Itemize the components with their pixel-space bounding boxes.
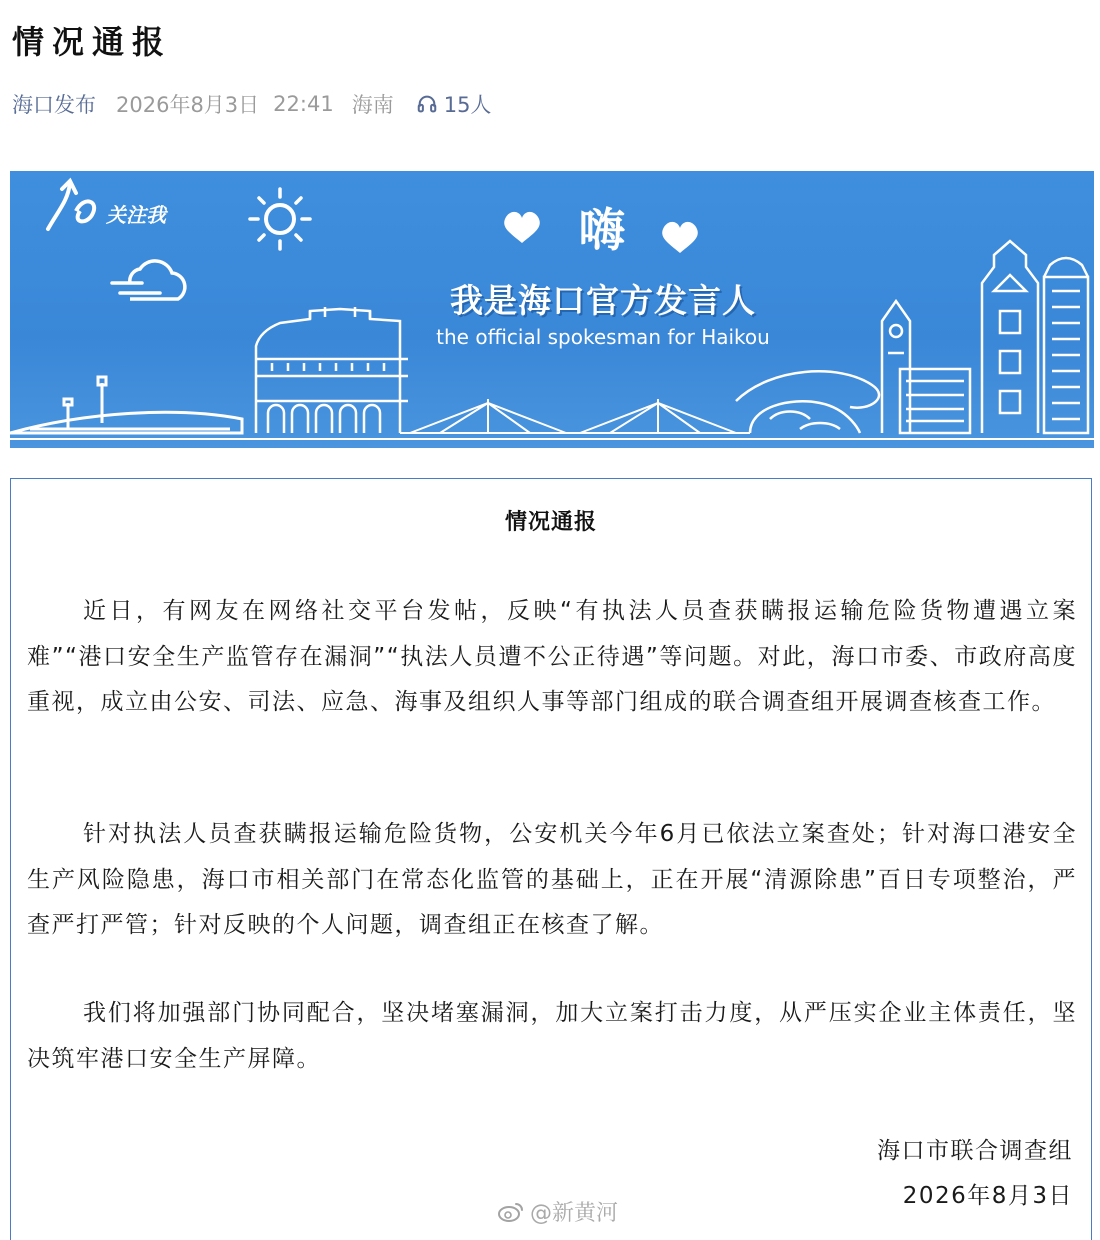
notice-box [10, 478, 1092, 1240]
banner-slogan-cn: 我是海口官方发言人 [450, 281, 756, 320]
follow-me-label: 关注我 [106, 203, 166, 227]
notice-heading: 情况通报 [504, 510, 597, 535]
greeting-label: 嗨 [579, 203, 625, 257]
notice-paragraph: 针对执法人员查获瞒报运输危险货物，公安机关今年6月已依法立案查处；针对海口港安全生产风险隐患，海口市相关部门在常态化监管的基础上，正在开展“清源除患”百日专项整治，严查严打严管；针对反映的个人问题，调查组正在核查了解。 [27, 821, 1077, 938]
banner-slogan-en: the official spokesman for Haikou [436, 325, 770, 349]
article-meta [12, 88, 491, 120]
signature-date: 2026年8月3日 [902, 1183, 1073, 1209]
banner-image [10, 171, 1094, 448]
weibo-icon [498, 1201, 524, 1223]
headphones-icon [416, 93, 438, 115]
signature-org: 海口市联合调查组 [877, 1138, 1073, 1164]
notice-paragraph: 我们将加强部门协同配合，坚决堵塞漏洞，加大立案打击力度，从严压实企业主体责任，坚决筑牢港口安全生产屏障。 [27, 1000, 1077, 1072]
notice-paragraph: 近日，有网友在网络社交平台发帖，反映“有执法人员查获瞒报运输危险货物遭遇立案难”“港口安全生产监管存在漏洞”“执法人员遭不公正待遇”等问题。对此，海口市委、市政府高度重视，成立由公安、司法、应急、海事及组织人事等部门组成的联合调查组开展调查核查工作。 [27, 598, 1077, 715]
publish-time: 22:41 [273, 92, 334, 116]
article-title: 情况通报 [12, 23, 173, 61]
listen-button[interactable] [416, 89, 492, 119]
notice-signature [877, 1129, 1073, 1219]
publish-date: 2026年8月3日 [116, 93, 260, 117]
publish-region: 海南 [351, 93, 394, 117]
listener-count: 15人 [443, 93, 492, 117]
watermark-text: @新黄河 [530, 1201, 619, 1226]
account-name-link[interactable]: 海口发布 [12, 93, 96, 117]
watermark [498, 1196, 618, 1227]
